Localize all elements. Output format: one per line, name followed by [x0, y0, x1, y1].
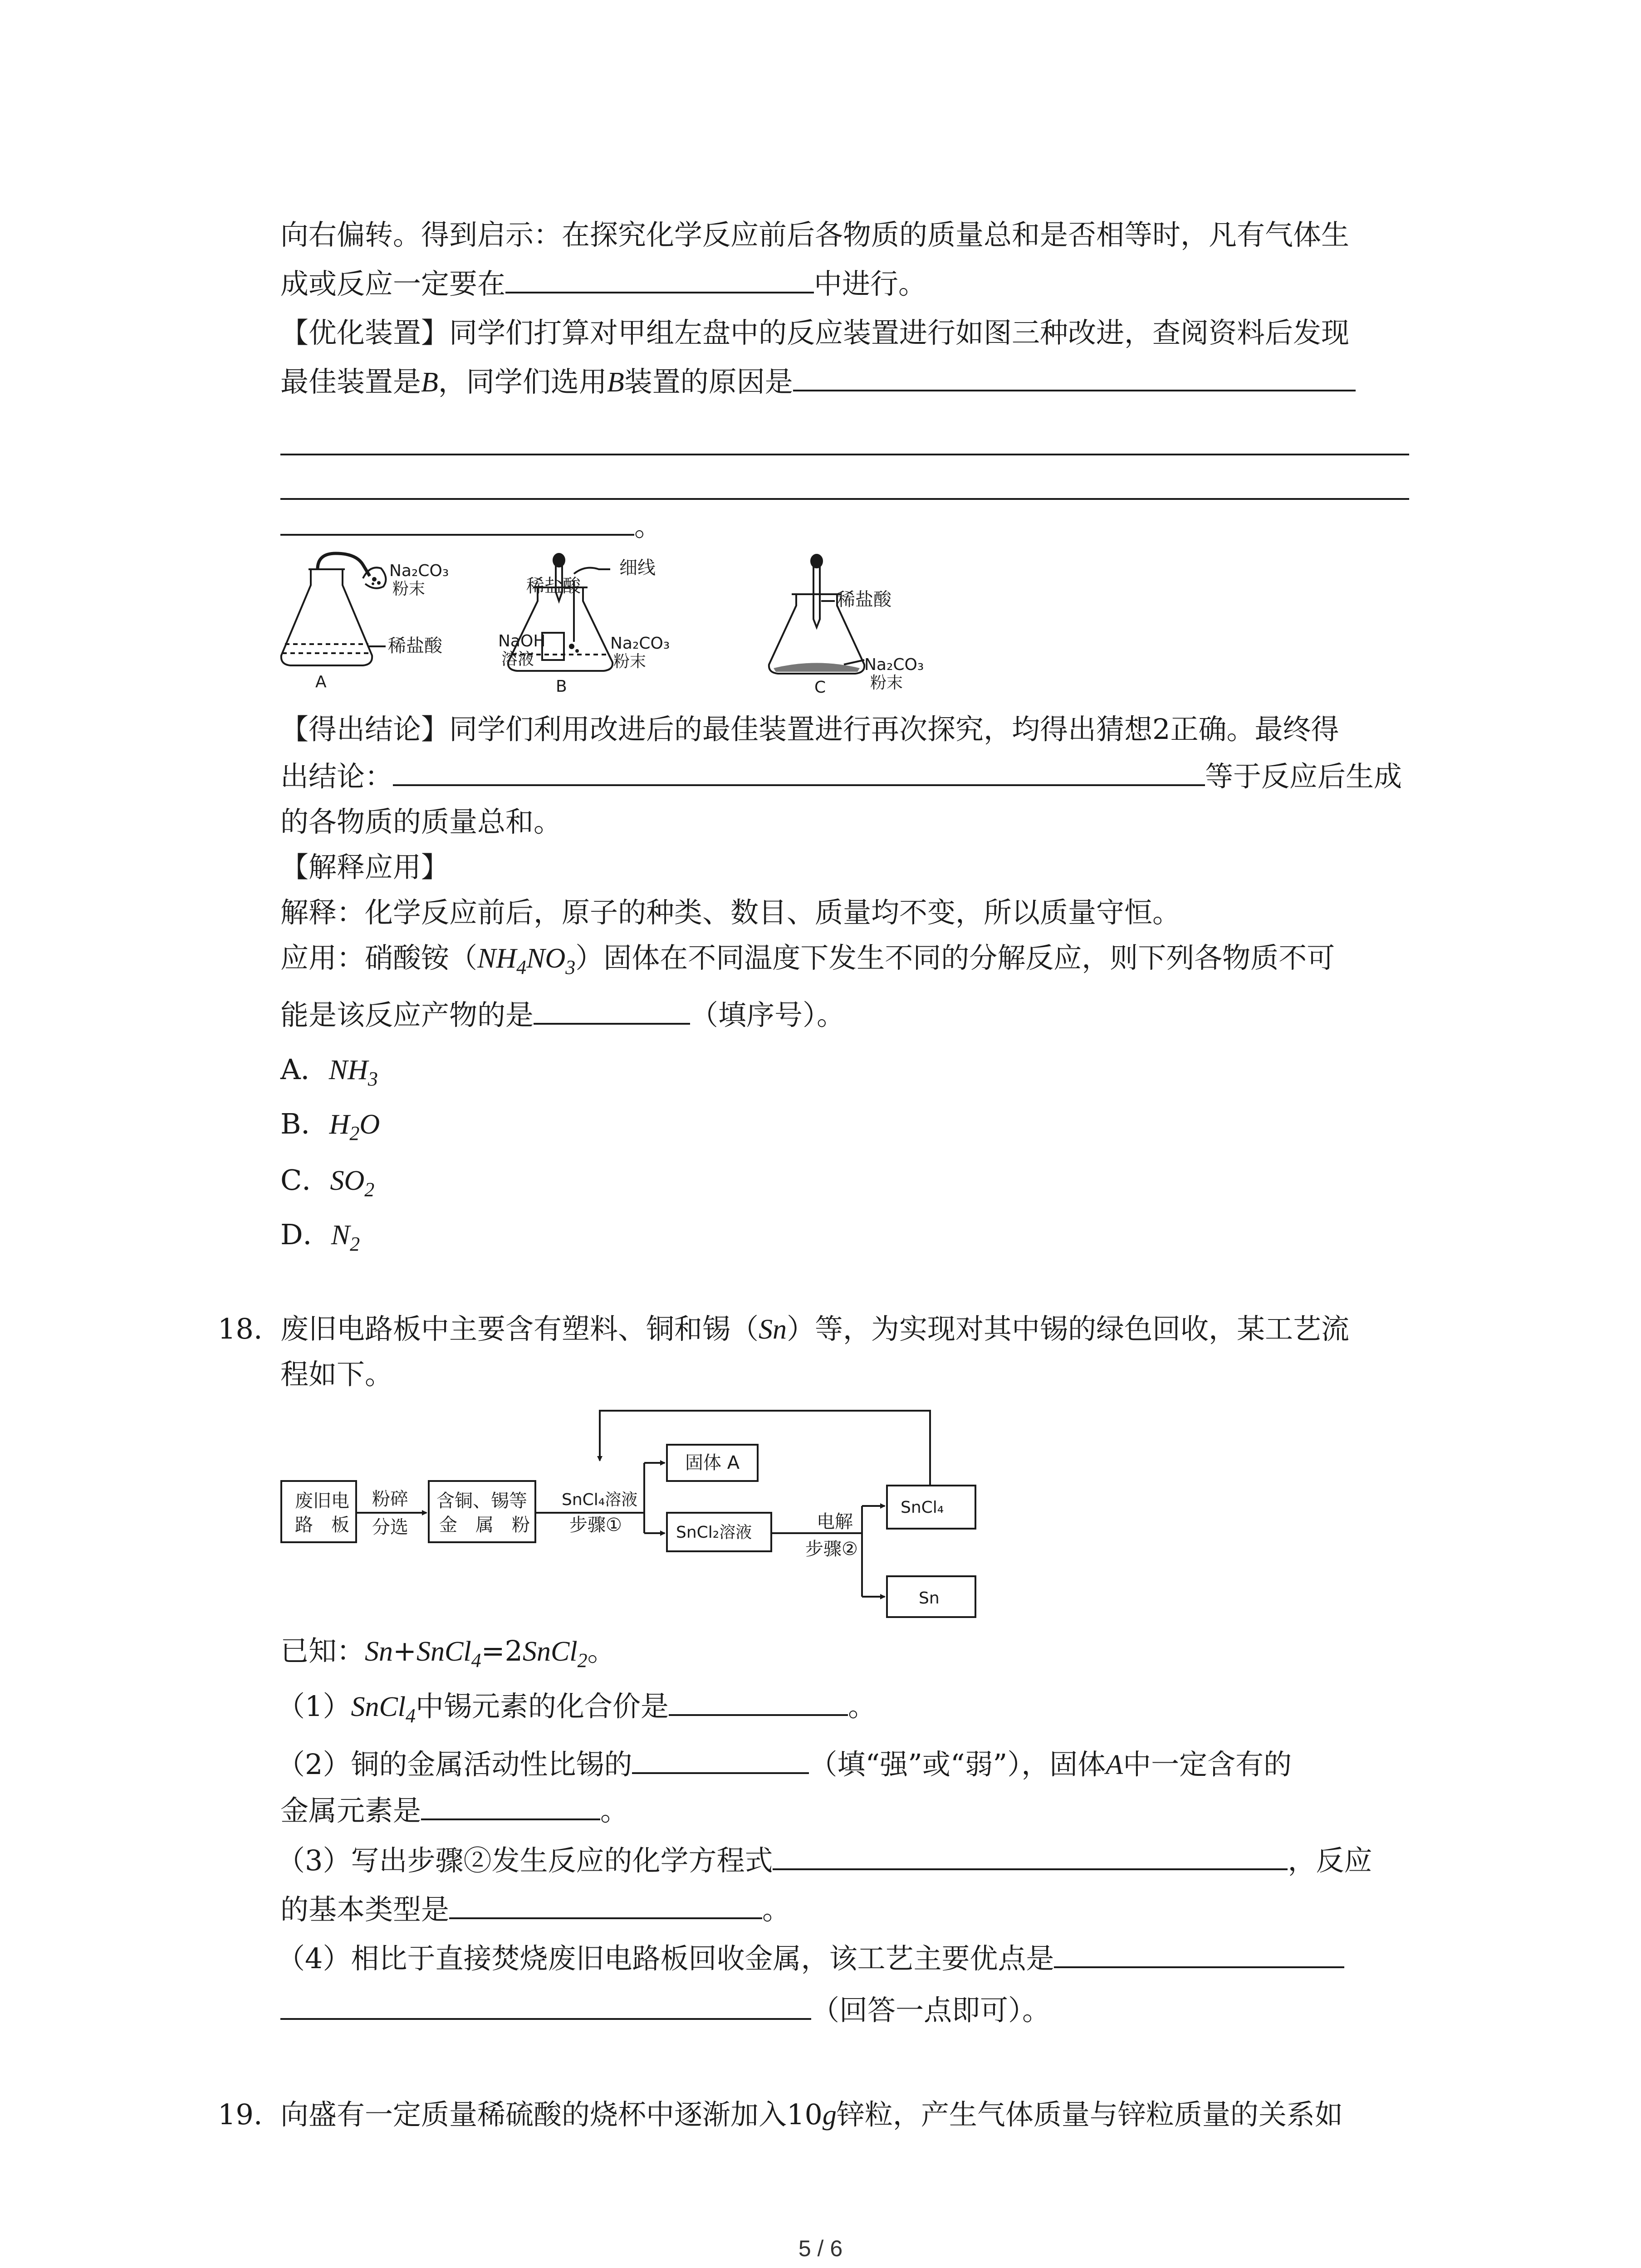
- text: 。: [848, 1690, 877, 1723]
- text-line: [280, 266, 926, 302]
- formula: SnCl$_4$: [351, 1691, 416, 1727]
- text-line: [280, 1311, 1349, 1348]
- answer-blank[interactable]: [1054, 1941, 1344, 1968]
- text-line: 【优化装置】同学们打算对甲组左盘中的反应装置进行如图三种改进，查阅资料后发现: [280, 316, 1350, 349]
- answer-blank[interactable]: [505, 266, 814, 293]
- text: （填序号）。: [690, 998, 845, 1031]
- text: 。: [634, 509, 663, 543]
- text: 能是该反应产物的是: [280, 998, 534, 1031]
- label-acid: 稀盐酸: [526, 576, 581, 596]
- answer-blank[interactable]: [280, 1993, 811, 2020]
- text: 中锡元素的化合价是: [416, 1690, 669, 1723]
- question-number: 18.: [218, 1312, 263, 1345]
- flow-label: 固体 A: [685, 1452, 740, 1473]
- answer-blank[interactable]: [534, 997, 690, 1025]
- text: 已知：: [280, 1634, 365, 1667]
- text-line: 程如下。: [280, 1358, 393, 1391]
- text: Sn: [759, 1314, 787, 1345]
- text: 锌粒，产生气体质量与锌粒质量的关系如: [836, 2098, 1343, 2131]
- text-line: [280, 1793, 628, 1829]
- label-powder: 粉末: [392, 580, 426, 598]
- label-na2co3: Na₂CO₃: [389, 562, 449, 580]
- text-line: 的各物质的质量总和。: [280, 805, 562, 838]
- flow-label: 金 属 粉: [439, 1515, 530, 1535]
- text-line: 已知：Sn+SnCl$_4$=2SnCl$_2$。: [280, 1634, 616, 1672]
- flow-label: Sn: [919, 1589, 940, 1608]
- flow-label: SnCl₂溶液: [676, 1523, 752, 1542]
- figure-label-c: C: [814, 678, 826, 697]
- text: ，同学们选用: [438, 365, 607, 398]
- flow-label: 粉碎: [372, 1489, 408, 1510]
- text-line: 向右偏转。得到启示：在探究化学反应前后各物质的质量总和是否相等时，凡有气体生: [280, 218, 1350, 251]
- figure-label-b: B: [556, 677, 567, 696]
- text: （2）铜的金属活动性比锡的: [277, 1748, 632, 1781]
- text: （4）相比于直接焚烧废旧电路板回收金属，该工艺主要优点是: [277, 1942, 1054, 1975]
- answer-blank[interactable]: [393, 759, 1205, 786]
- text-line: [280, 1992, 1050, 2028]
- option-b[interactable]: [280, 1106, 380, 1143]
- text: （填“强”或“弱”），固体: [809, 1748, 1106, 1781]
- text: B: [421, 367, 438, 398]
- flow-label: SnCl₄: [901, 1498, 944, 1517]
- text: 中进行。: [814, 267, 927, 300]
- text: （1）: [277, 1690, 351, 1723]
- text-line: 【解释应用】: [280, 850, 450, 884]
- text-line: [280, 758, 1402, 795]
- text: 。: [762, 1893, 791, 1926]
- text-line: [280, 2097, 1343, 2133]
- formula: SnCl$_4$: [416, 1636, 481, 1672]
- text-line: [280, 940, 1335, 977]
- text: B: [607, 367, 624, 398]
- formula: $NH_3$: [328, 1055, 378, 1090]
- answer-blank[interactable]: [280, 508, 634, 536]
- figure-label-a: A: [315, 673, 327, 691]
- answer-blank[interactable]: [773, 1843, 1288, 1870]
- flow-label: 步骤②: [805, 1539, 858, 1559]
- apparatus-figure: [272, 551, 944, 701]
- apparatus-c: [769, 555, 864, 674]
- question-number: 19.: [218, 2098, 263, 2131]
- text: 应用：硝酸铵（: [280, 941, 478, 974]
- label-na2co3: Na₂CO₃: [610, 634, 670, 653]
- formula: $N_2$: [331, 1220, 360, 1255]
- text-line: [280, 508, 662, 544]
- text: ，反应: [1288, 1844, 1372, 1877]
- page-number: 5 / 6: [798, 2236, 843, 2261]
- text: 金属元素是: [280, 1794, 421, 1827]
- text-line: [277, 1688, 876, 1725]
- label-naoh: NaOH: [498, 632, 546, 650]
- label-solution: 溶液: [501, 650, 534, 669]
- answer-line[interactable]: [280, 498, 1409, 500]
- text-line: [277, 1746, 1292, 1783]
- flow-label: 含铜、锡等: [436, 1491, 527, 1511]
- label-na2co3: Na₂CO₃: [864, 655, 924, 674]
- label-thread: 细线: [619, 557, 656, 578]
- text: 出结论：: [280, 760, 393, 793]
- text: （3）写出步骤②发生反应的化学方程式: [277, 1844, 773, 1877]
- text-line: [280, 364, 1356, 401]
- text-line: 解释：化学反应前后，原子的种类、数目、质量均不变，所以质量守恒。: [280, 896, 1181, 929]
- answer-blank[interactable]: [669, 1689, 848, 1716]
- flow-label: 分选: [372, 1517, 408, 1538]
- formula: $NH_4NO_3$: [477, 943, 576, 978]
- text: 等于反应后生成: [1205, 760, 1402, 793]
- text: B．: [280, 1107, 329, 1140]
- answer-line[interactable]: [280, 454, 1409, 455]
- formula: $SO_2$: [330, 1165, 375, 1201]
- flow-label: 电解: [817, 1511, 853, 1532]
- flow-label: SnCl₄溶液: [562, 1491, 638, 1509]
- text: g: [822, 2100, 837, 2131]
- text: ）等，为实现对其中锡的绿色回收，某工艺流: [787, 1312, 1350, 1345]
- apparatus-a: [281, 553, 386, 665]
- text-line: [277, 1941, 1344, 1977]
- process-flow-diagram: [277, 1402, 989, 1624]
- option-a[interactable]: [280, 1051, 378, 1088]
- label-acid: 稀盐酸: [837, 589, 892, 610]
- label-powder: 粉末: [613, 652, 647, 671]
- formula: $H_2O$: [329, 1109, 380, 1144]
- answer-blank[interactable]: [632, 1747, 809, 1774]
- text-line: [277, 1843, 1372, 1879]
- text: 装置的原因是: [624, 365, 793, 398]
- formula: SnCl$_2$: [522, 1636, 588, 1672]
- answer-blank[interactable]: [421, 1793, 600, 1820]
- answer-blank[interactable]: [793, 364, 1356, 391]
- option-d[interactable]: [280, 1217, 360, 1253]
- text: 中一定含有的: [1123, 1748, 1292, 1781]
- formula: Sn: [365, 1636, 393, 1667]
- option-c[interactable]: [280, 1162, 374, 1199]
- text: 废旧电路板中主要含有塑料、铜和锡（: [280, 1312, 759, 1345]
- text: A．: [280, 1053, 329, 1086]
- text-line: [280, 997, 845, 1033]
- text: 的基本类型是: [280, 1893, 450, 1926]
- text: ）固体在不同温度下发生不同的分解反应，则下列各物质不可: [575, 941, 1335, 974]
- text: C．: [280, 1163, 330, 1197]
- flow-label: 路 板: [295, 1515, 349, 1535]
- text: 向盛有一定质量稀硫酸的烧杯中逐渐加入10: [280, 2098, 823, 2131]
- flow-label: 步骤①: [569, 1515, 622, 1535]
- text: A: [1106, 1750, 1123, 1780]
- label-powder: 粉末: [870, 674, 903, 692]
- text: 。: [600, 1794, 629, 1827]
- answer-blank[interactable]: [449, 1892, 762, 1919]
- flow-label: 废旧电: [295, 1491, 349, 1511]
- text: 成或反应一定要在: [280, 267, 506, 300]
- text: （回答一点即可）。: [811, 1994, 1051, 2027]
- text-line: [280, 1892, 790, 1928]
- label-acid: 稀盐酸: [388, 635, 442, 656]
- text-line: 【得出结论】同学们利用改进后的最佳装置进行再次探究，均得出猜想2正确。最终得: [280, 713, 1339, 746]
- text: D．: [280, 1218, 331, 1251]
- text: 最佳装置是: [280, 365, 421, 398]
